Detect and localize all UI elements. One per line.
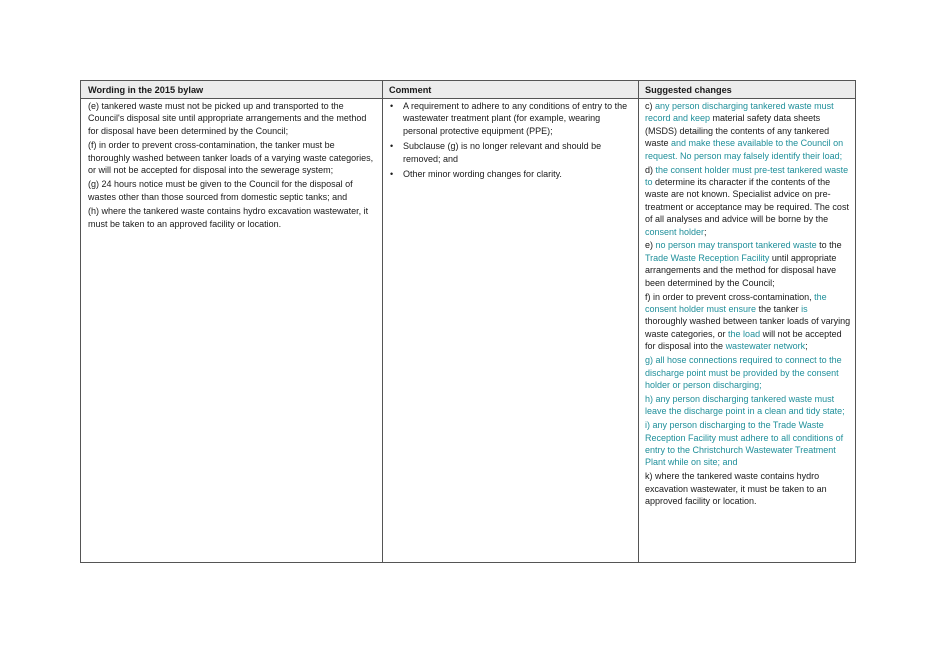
unchanged-text: determine its character if the contents of the waste are not known. Specialist advice on pre-treatment or acceptance may be required. The cost of all analyses and advice will be borne by the <box>645 176 849 225</box>
suggested-clause <box>645 354 852 391</box>
unchanged-text: to the <box>816 240 842 251</box>
unchanged-text: the tanker <box>756 304 802 314</box>
comment-item <box>389 168 633 180</box>
suggested-clause <box>645 291 852 353</box>
bullet-icon: • <box>390 101 394 111</box>
suggested-clause <box>645 393 852 418</box>
changed-text: g) all hose connections required to connect to the discharge point must be provided by the consent holder or person discharging; <box>645 355 842 390</box>
unchanged-text: will not be accepted for disposal into the <box>645 328 842 352</box>
changed-text: h) any person discharging tankered waste must leave the discharge point in a clean and tidy state; <box>645 393 845 417</box>
suggested-clause <box>645 164 852 238</box>
clause-f: (f) in order to prevent cross-contamination, the tanker must be thoroughly washed between tanker loads of a varying waste categories, or will not be accepted for disposal into the sewerage system; <box>88 140 374 176</box>
comment-text: Subclause (g) is no longer relevant and should be removed; and <box>403 141 602 164</box>
changed-text: the consent holder must ensure <box>645 291 827 314</box>
unchanged-text: e) <box>645 240 656 251</box>
unchanged-text: ; <box>704 226 707 237</box>
comment-item <box>389 140 633 165</box>
changed-text: no person may transport tankered waste <box>655 240 817 251</box>
comment-text: A requirement to adhere to any conditions of entry to the wastewater treatment plant (for example, wearing personal protective equipment (PPE); <box>403 101 628 136</box>
suggested-clause <box>645 239 852 289</box>
column-2015-wording <box>81 81 382 562</box>
comment-list <box>389 100 633 180</box>
changed-text: any person discharging tankered waste must record and keep <box>645 101 834 124</box>
changed-text: consent holder <box>645 226 705 237</box>
changed-text: Trade Waste Reception Facility <box>645 252 770 263</box>
unchanged-text: until appropriate arrangements and the method for disposal have been determined by the Council; <box>645 252 837 288</box>
unchanged-text: f) in order to prevent cross-contamination, <box>645 291 815 302</box>
clause-e: (e) tankered waste must not be picked up and transported to the Council's disposal site until appropriate arrangements and the method for disposal have been determined by the Council; <box>88 101 367 136</box>
changed-text: wastewater network <box>725 341 806 352</box>
changed-text: the consent holder must pre-test tankered waste to <box>645 164 849 187</box>
comment-cell <box>389 100 633 183</box>
bullet-icon: • <box>390 169 394 180</box>
clause-h: (h) where the tankered waste contains hydro excavation wastewater, it must be taken to an approved facility or location. <box>88 206 369 229</box>
unchanged-text: c) <box>645 101 655 111</box>
bylaw-comparison-table <box>80 80 856 563</box>
unchanged-text: material safety data sheets (MSDS) detailing the contents of any tankered waste <box>645 113 830 149</box>
changed-text: i) any person discharging to the Trade Waste Reception Facility must adhere to all conditions of entry to the Christchurch Wastewater Treatment Plant while on site; and <box>645 420 844 468</box>
header-comment: Comment <box>389 85 432 95</box>
header-2015-wording: Wording in the 2015 bylaw <box>88 85 204 95</box>
bullet-icon: • <box>390 141 394 152</box>
changed-text: is <box>801 304 808 314</box>
wording-2015-cell <box>88 100 377 232</box>
unchanged-text: ; <box>805 341 808 352</box>
changed-text: and make these available to the Council on request. No person may falsely identify their load; <box>645 138 844 161</box>
suggested-changes-cell <box>645 100 852 509</box>
suggested-clause <box>645 100 852 162</box>
header-suggested-changes: Suggested changes <box>645 85 732 95</box>
unchanged-text: thoroughly washed between tanker loads of varying waste categories, or <box>645 316 851 339</box>
column-suggested-changes <box>638 81 857 562</box>
suggested-clause <box>645 470 852 507</box>
suggested-clause <box>645 419 852 469</box>
column-comment <box>382 81 638 562</box>
comment-text: Other minor wording changes for clarity. <box>403 169 562 180</box>
unchanged-text: d) <box>645 164 656 175</box>
changed-text: the load <box>728 328 761 339</box>
unchanged-text: k) where the tankered waste contains hydro excavation wastewater, it must be taken to an approved facility or location. <box>645 471 827 507</box>
clause-g: (g) 24 hours notice must be given to the Council for the disposal of wastes other than those sourced from domestic septic tanks; and <box>88 179 353 202</box>
comment-item <box>389 100 633 137</box>
